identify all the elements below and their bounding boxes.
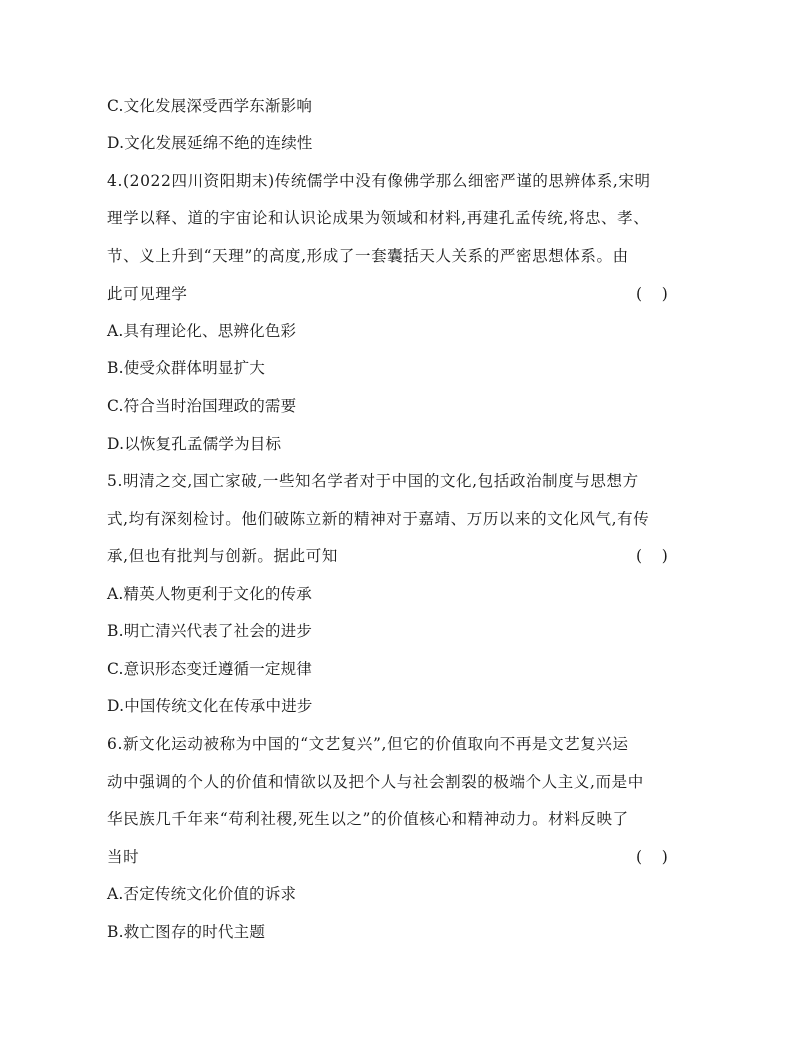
option-line: B.救亡图存的时代主题 <box>107 923 266 941</box>
option-line: A.否定传统文化价值的诉求 <box>107 885 297 903</box>
option-line: C.符合当时治国理政的需要 <box>107 397 297 415</box>
question-stem-line: 式,均有深刻检讨。他们破陈立新的精神对于嘉靖、万历以来的文化风气,有传 <box>107 510 650 528</box>
option-line: D.文化发展延绵不绝的连续性 <box>107 134 313 152</box>
question-stem-line: 5.明清之交,国亡家破,一些知名学者对于中国的文化,包括政治制度与思想方 <box>107 472 639 490</box>
question-stem-line: 6.新文化运动被称为中国的“文艺复兴”,但它的价值取向不再是文艺复兴运 <box>107 735 629 753</box>
question-stem-line: 节、义上升到“天理”的高度,形成了一套囊括天人关系的严密思想体系。由 <box>107 247 629 265</box>
option-line: B.明亡清兴代表了社会的进步 <box>107 622 313 640</box>
question-stem-line: 当时 <box>107 848 140 866</box>
option-line: D.中国传统文化在传承中进步 <box>107 697 313 715</box>
question-stem-line: 此可见理学 <box>107 285 188 303</box>
answer-parentheses: ( ) <box>636 285 668 303</box>
option-line: B.使受众群体明显扩大 <box>107 359 266 377</box>
answer-parentheses: ( ) <box>636 547 668 565</box>
option-line: D.以恢复孔孟儒学为目标 <box>107 435 282 453</box>
option-line: A.精英人物更利于文化的传承 <box>107 585 312 603</box>
answer-parentheses: ( ) <box>636 848 668 866</box>
question-stem-line: 华民族几千年来“苟利社稷,死生以之”的价值核心和精神动力。材料反映了 <box>107 810 629 828</box>
question-stem-line: 4.(2022四川资阳期末)传统儒学中没有像佛学那么细密严谨的思辨体系,宋明 <box>107 172 651 190</box>
question-stem-line: 承,但也有批判与创新。据此可知 <box>107 547 338 565</box>
option-line: C.意识形态变迁遵循一定规律 <box>107 660 313 678</box>
option-line: C.文化发展深受西学东渐影响 <box>107 97 313 115</box>
question-stem-line: 理学以释、道的宇宙论和认识论成果为领域和材料,再建孔孟传统,将忠、孝、 <box>107 209 650 227</box>
option-line: A.具有理论化、思辨化色彩 <box>107 322 297 340</box>
question-stem-line: 动中强调的个人的价值和情欲以及把个人与社会割裂的极端个人主义,而是中 <box>107 773 644 791</box>
